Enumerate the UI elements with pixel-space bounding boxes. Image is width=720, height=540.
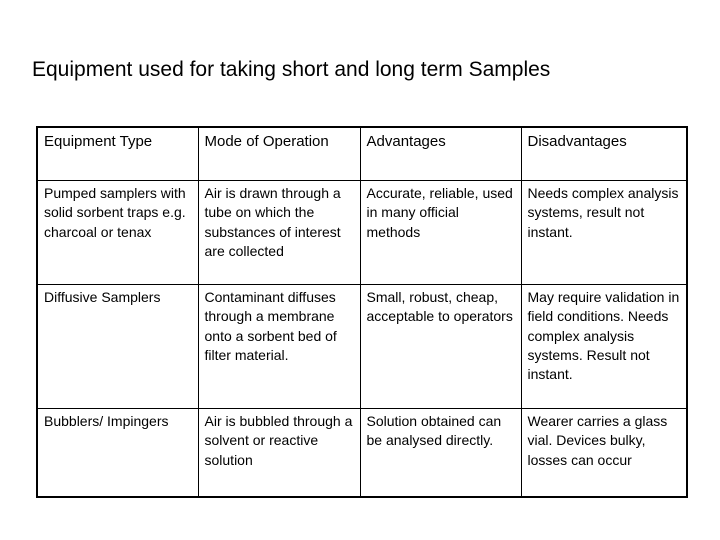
cell-disadvantages: May require validation in field conditions. Needs complex analysis systems. Result not instant. xyxy=(521,285,687,409)
cell-mode-of-operation: Air is drawn through a tube on which the substances of interest are collected xyxy=(198,181,360,285)
cell-advantages: Solution obtained can be analysed directly. xyxy=(360,409,521,497)
table-header-row xyxy=(37,127,687,181)
cell-disadvantages: Wearer carries a glass vial. Devices bulky, losses can occur xyxy=(521,409,687,497)
page-title: Equipment used for taking short and long term Samples xyxy=(32,58,551,81)
table-row xyxy=(37,409,687,497)
header-advantages: Advantages xyxy=(360,127,521,181)
cell-advantages: Small, robust, cheap, acceptable to operators xyxy=(360,285,521,409)
cell-equipment-type: Diffusive Samplers xyxy=(37,285,198,409)
header-mode-of-operation: Mode of Operation xyxy=(198,127,360,181)
cell-advantages: Accurate, reliable, used in many official methods xyxy=(360,181,521,285)
cell-mode-of-operation: Air is bubbled through a solvent or reactive solution xyxy=(198,409,360,497)
header-equipment-type: Equipment Type xyxy=(37,127,198,181)
table-row xyxy=(37,181,687,285)
equipment-table xyxy=(36,126,688,498)
cell-equipment-type: Bubblers/ Impingers xyxy=(37,409,198,497)
cell-equipment-type: Pumped samplers with solid sorbent traps e.g. charcoal or tenax xyxy=(37,181,198,285)
header-disadvantages: Disadvantages xyxy=(521,127,687,181)
table-row xyxy=(37,285,687,409)
cell-mode-of-operation: Contaminant diffuses through a membrane onto a sorbent bed of filter material. xyxy=(198,285,360,409)
cell-disadvantages: Needs complex analysis systems, result not instant. xyxy=(521,181,687,285)
